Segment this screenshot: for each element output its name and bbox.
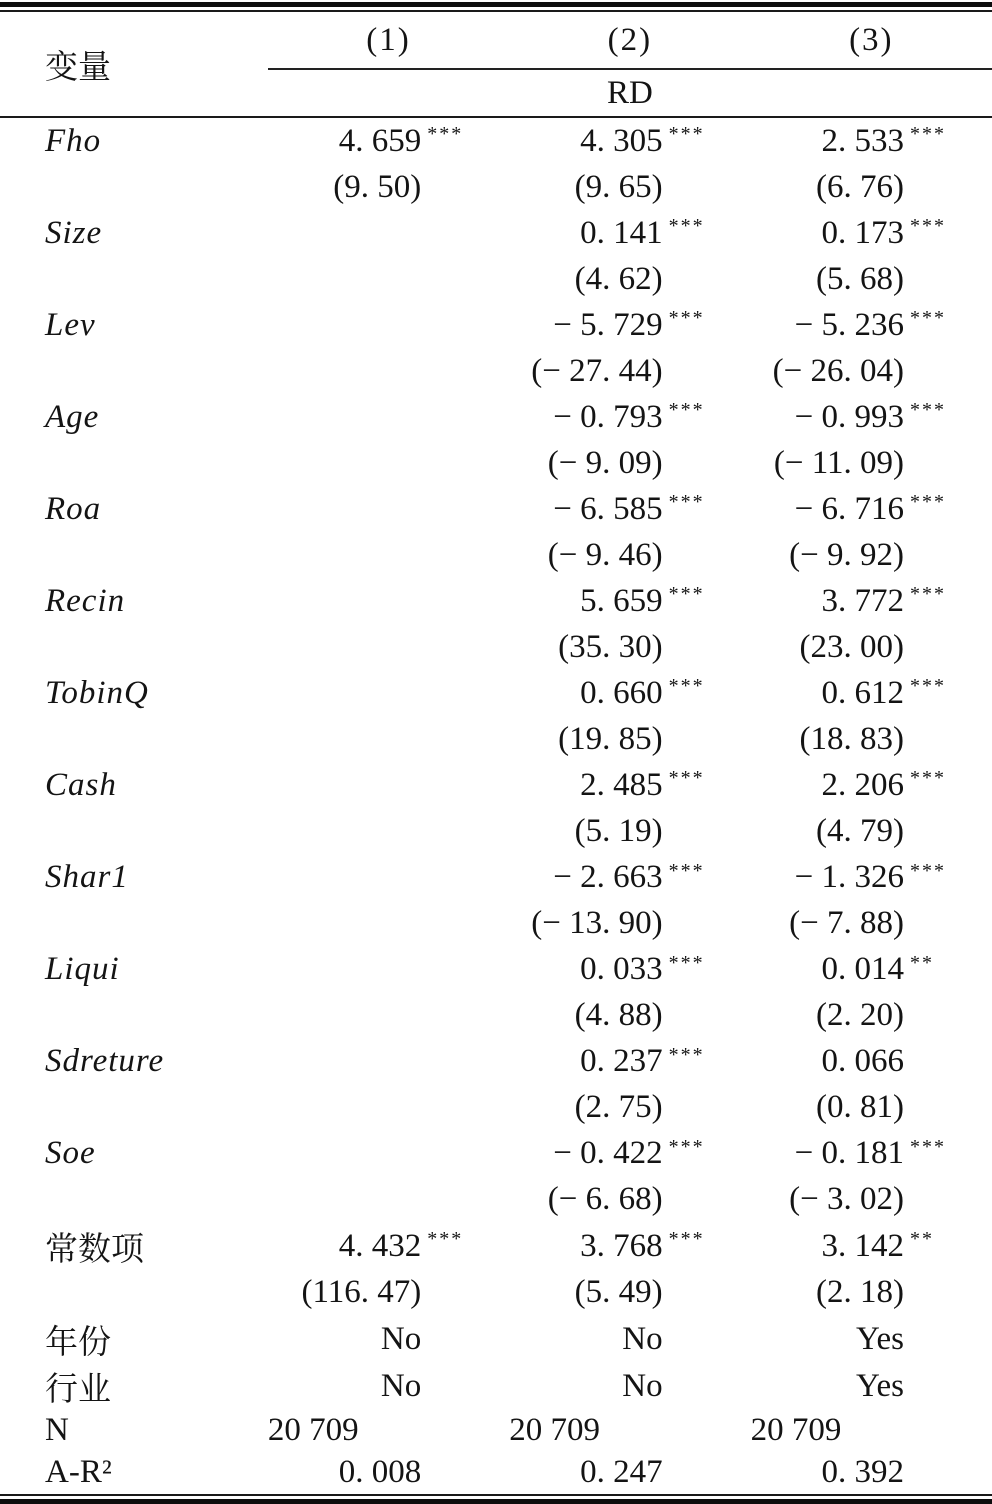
- coefficient-cell: [509, 670, 750, 716]
- coefficient-value: − 1. 326: [794, 859, 904, 896]
- coefficient-value: 2. 206: [821, 766, 904, 803]
- coefficient-cell: [751, 394, 992, 440]
- coefficient-cell: [509, 394, 750, 440]
- tstat-cell: (4. 79): [816, 812, 904, 849]
- significance-stars: ***: [910, 215, 946, 238]
- coefficient-cell: [751, 210, 992, 256]
- tstat-cell: (116. 47): [301, 1274, 422, 1311]
- table-row: [0, 486, 992, 532]
- coefficient-cell: [751, 1223, 992, 1270]
- significance-stars: ***: [910, 675, 946, 698]
- tstat-cell: [268, 901, 509, 947]
- significance-stars: ***: [668, 491, 705, 514]
- tstat-cell: (− 9. 92): [789, 536, 904, 573]
- coefficient-cell: [509, 855, 750, 901]
- tstat-cell: (19. 85): [558, 720, 663, 757]
- coefficient-cell: [509, 117, 750, 164]
- coefficient-value: 0. 612: [821, 674, 904, 711]
- tstat-cell: [268, 532, 509, 578]
- info-cell: 20 709: [267, 1412, 359, 1449]
- coefficient-value: 4. 432: [338, 1227, 422, 1264]
- coefficient-cell: [751, 762, 992, 808]
- significance-stars: ***: [910, 1135, 946, 1158]
- variable-label: 常数项: [45, 1231, 144, 1268]
- coefficient-value: 0. 066: [821, 1043, 904, 1080]
- tstat-cell: (5. 49): [574, 1274, 663, 1311]
- coefficient-cell: [751, 486, 992, 532]
- coefficient-cell: [751, 578, 992, 624]
- coefficient-cell: [268, 302, 509, 348]
- significance-stars: ***: [668, 675, 705, 698]
- bottom-thick-rule: [0, 1499, 992, 1504]
- table-row: [0, 394, 992, 440]
- info-cell: 0. 392: [821, 1454, 904, 1491]
- coefficient-value: 0. 173: [821, 214, 904, 251]
- significance-stars: ***: [910, 767, 946, 790]
- coefficient-cell: [751, 1131, 992, 1177]
- tstat-cell: (23. 00): [799, 628, 904, 665]
- coefficient-cell: [509, 578, 750, 624]
- table-row: [0, 210, 992, 256]
- coefficient-cell: [751, 670, 992, 716]
- tstat-cell: (0. 81): [816, 1089, 904, 1126]
- tstat-cell: (− 7. 88): [789, 905, 904, 942]
- info-cell: 0. 008: [338, 1454, 422, 1491]
- table-row-info: [0, 1316, 992, 1363]
- tstat-cell: (2. 20): [816, 997, 904, 1034]
- tstat-cell: (9. 65): [574, 168, 663, 205]
- significance-stars: ***: [910, 583, 946, 606]
- tstat-cell: [268, 1177, 509, 1223]
- table-row-tstat: [0, 164, 992, 210]
- variable-label: Lev: [45, 306, 96, 343]
- coefficient-value: 0. 033: [580, 951, 663, 988]
- coefficient-value: − 5. 236: [794, 306, 904, 343]
- tstat-cell: (18. 83): [799, 720, 904, 757]
- variable-label: Age: [45, 398, 100, 435]
- info-cell: 20 709: [750, 1412, 842, 1449]
- info-row-label: 行业: [45, 1371, 111, 1408]
- model-column-header-3: (3): [751, 12, 992, 69]
- significance-stars: ***: [910, 399, 946, 422]
- coefficient-cell: [268, 670, 509, 716]
- info-cell: No: [380, 1320, 422, 1357]
- coefficient-cell: [751, 947, 992, 993]
- table-body: [0, 117, 992, 1494]
- tstat-cell: (− 9. 46): [547, 536, 663, 573]
- table-row: [0, 578, 992, 624]
- info-cell: Yes: [855, 1367, 904, 1404]
- table-row-tstat: [0, 440, 992, 486]
- coefficient-value: − 5. 729: [553, 306, 663, 343]
- table-row: [0, 302, 992, 348]
- table-row: [0, 762, 992, 808]
- coefficient-cell: [509, 1131, 750, 1177]
- tstat-cell: [268, 440, 509, 486]
- coefficient-value: 4. 305: [580, 122, 663, 159]
- info-row-label: A-R²: [45, 1454, 112, 1491]
- significance-stars: ***: [910, 491, 946, 514]
- coefficient-value: 0. 014: [821, 951, 904, 988]
- regression-table: [0, 12, 992, 1494]
- model-column-header-2: (2): [509, 12, 750, 69]
- table-row: [0, 1131, 992, 1177]
- variable-label: Sdreture: [45, 1043, 165, 1080]
- tstat-cell: (6. 76): [816, 168, 904, 205]
- table-row-tstat: [0, 1085, 992, 1131]
- coefficient-cell: [268, 486, 509, 532]
- coefficient-cell: [268, 947, 509, 993]
- table-row-info: [0, 1363, 992, 1410]
- variable-label: Recin: [45, 582, 126, 619]
- table-row-tstat: [0, 993, 992, 1039]
- significance-stars: ***: [427, 123, 464, 145]
- table-row: [0, 1223, 992, 1270]
- tstat-cell: (4. 88): [574, 997, 663, 1034]
- coefficient-cell: [268, 762, 509, 808]
- tstat-cell: [268, 624, 509, 670]
- variable-column-header: 变量: [45, 49, 111, 86]
- coefficient-cell: [751, 855, 992, 901]
- variable-label: Liqui: [45, 951, 120, 988]
- significance-stars: ***: [668, 767, 705, 790]
- model-column-header-1: (1): [268, 12, 509, 69]
- coefficient-value: 2. 485: [580, 766, 663, 803]
- significance-stars: ***: [668, 399, 705, 422]
- significance-stars: ***: [668, 123, 705, 145]
- significance-stars: ***: [668, 1043, 705, 1066]
- table-row-tstat: [0, 1270, 992, 1316]
- significance-stars: ***: [910, 307, 946, 330]
- tstat-cell: (9. 50): [333, 168, 422, 205]
- coefficient-value: − 2. 663: [553, 859, 663, 896]
- coefficient-value: 5. 659: [580, 582, 663, 619]
- coefficient-cell: [509, 302, 750, 348]
- tstat-cell: [268, 1085, 509, 1131]
- table-row-tstat: [0, 256, 992, 302]
- coefficient-value: 2. 533: [821, 122, 904, 159]
- significance-stars: ***: [668, 1135, 705, 1158]
- coefficient-cell: [268, 578, 509, 624]
- coefficient-value: 0. 141: [580, 214, 663, 251]
- table-row: [0, 117, 992, 164]
- tstat-cell: (− 11. 09): [773, 444, 904, 481]
- significance-stars: ***: [427, 1227, 464, 1250]
- coefficient-value: − 6. 716: [794, 490, 904, 527]
- info-cell: 0. 247: [580, 1454, 663, 1491]
- table-row-tstat: [0, 624, 992, 670]
- tstat-cell: (− 13. 90): [531, 905, 663, 942]
- coefficient-value: − 6. 585: [553, 490, 663, 527]
- table-row-info: [0, 1452, 992, 1494]
- info-cell: No: [622, 1367, 663, 1404]
- coefficient-value: − 0. 993: [794, 398, 904, 435]
- coefficient-value: − 0. 181: [794, 1135, 904, 1172]
- tstat-cell: [268, 348, 509, 394]
- tstat-cell: (4. 62): [574, 260, 663, 297]
- table-row-tstat: [0, 532, 992, 578]
- coefficient-cell: [509, 1039, 750, 1085]
- significance-stars: ***: [668, 583, 705, 606]
- coefficient-value: − 0. 793: [553, 398, 663, 435]
- table-row: [0, 1039, 992, 1085]
- table-row-tstat: [0, 808, 992, 854]
- variable-label: Size: [45, 214, 103, 251]
- significance-stars: **: [910, 951, 934, 974]
- coefficient-value: 4. 659: [338, 122, 422, 159]
- variable-label: Cash: [45, 766, 117, 803]
- significance-stars: ***: [668, 307, 705, 330]
- tstat-cell: (− 9. 09): [547, 444, 663, 481]
- coefficient-cell: [509, 210, 750, 256]
- table-row: [0, 947, 992, 993]
- coefficient-cell: [751, 1039, 992, 1085]
- tstat-cell: [268, 256, 509, 302]
- info-row-label: N: [45, 1412, 69, 1449]
- coefficient-cell: [268, 394, 509, 440]
- info-row-label: 年份: [45, 1324, 111, 1361]
- coefficient-value: 3. 768: [580, 1227, 663, 1264]
- table-row-tstat: [0, 716, 992, 762]
- variable-label: Soe: [45, 1135, 96, 1172]
- coefficient-cell: [268, 210, 509, 256]
- coefficient-cell: [268, 1039, 509, 1085]
- tstat-cell: (35. 30): [558, 628, 663, 665]
- tstat-cell: (2. 75): [574, 1089, 663, 1126]
- tstat-cell: (− 27. 44): [531, 352, 663, 389]
- significance-stars: ***: [668, 215, 705, 238]
- variable-label: Shar1: [45, 859, 129, 896]
- coefficient-cell: [509, 486, 750, 532]
- significance-stars: **: [910, 1227, 934, 1250]
- info-cell: No: [622, 1320, 663, 1357]
- info-cell: No: [380, 1367, 422, 1404]
- table-row-tstat: [0, 1177, 992, 1223]
- table-row: [0, 670, 992, 716]
- significance-stars: ***: [668, 1227, 705, 1250]
- coefficient-cell: [751, 302, 992, 348]
- table-header: [0, 12, 992, 117]
- info-cell: 20 709: [509, 1412, 600, 1449]
- variable-label: TobinQ: [45, 674, 149, 711]
- table-row-tstat: [0, 901, 992, 947]
- coefficient-cell: [268, 855, 509, 901]
- significance-stars: ***: [668, 951, 705, 974]
- dependent-variable-label: RD: [607, 74, 653, 111]
- tstat-cell: (− 3. 02): [789, 1181, 904, 1218]
- tstat-cell: (− 6. 68): [547, 1181, 663, 1218]
- coefficient-cell: [509, 1223, 750, 1270]
- tstat-cell: [268, 808, 509, 854]
- coefficient-cell: [509, 947, 750, 993]
- table-row: [0, 855, 992, 901]
- coefficient-cell: [751, 117, 992, 164]
- tstat-cell: (5. 19): [574, 812, 663, 849]
- coefficient-cell: [509, 762, 750, 808]
- variable-label: Roa: [45, 490, 102, 527]
- coefficient-value: − 0. 422: [553, 1135, 663, 1172]
- variable-label: Fho: [45, 122, 102, 159]
- tstat-cell: (5. 68): [816, 260, 904, 297]
- coefficient-value: 0. 237: [580, 1043, 663, 1080]
- coefficient-cell: [268, 117, 509, 164]
- significance-stars: ***: [910, 859, 946, 882]
- table-row-tstat: [0, 348, 992, 394]
- coefficient-value: 3. 772: [821, 582, 904, 619]
- coefficient-value: 3. 142: [821, 1227, 904, 1264]
- coefficient-cell: [268, 1131, 509, 1177]
- table-row-info: [0, 1410, 992, 1452]
- coefficient-cell: [268, 1223, 509, 1270]
- significance-stars: ***: [910, 123, 946, 145]
- info-cell: Yes: [855, 1320, 904, 1357]
- tstat-cell: (2. 18): [816, 1274, 904, 1311]
- tstat-cell: (− 26. 04): [772, 352, 904, 389]
- significance-stars: ***: [668, 859, 705, 882]
- coefficient-value: 0. 660: [580, 674, 663, 711]
- tstat-cell: [268, 993, 509, 1039]
- tstat-cell: [268, 716, 509, 762]
